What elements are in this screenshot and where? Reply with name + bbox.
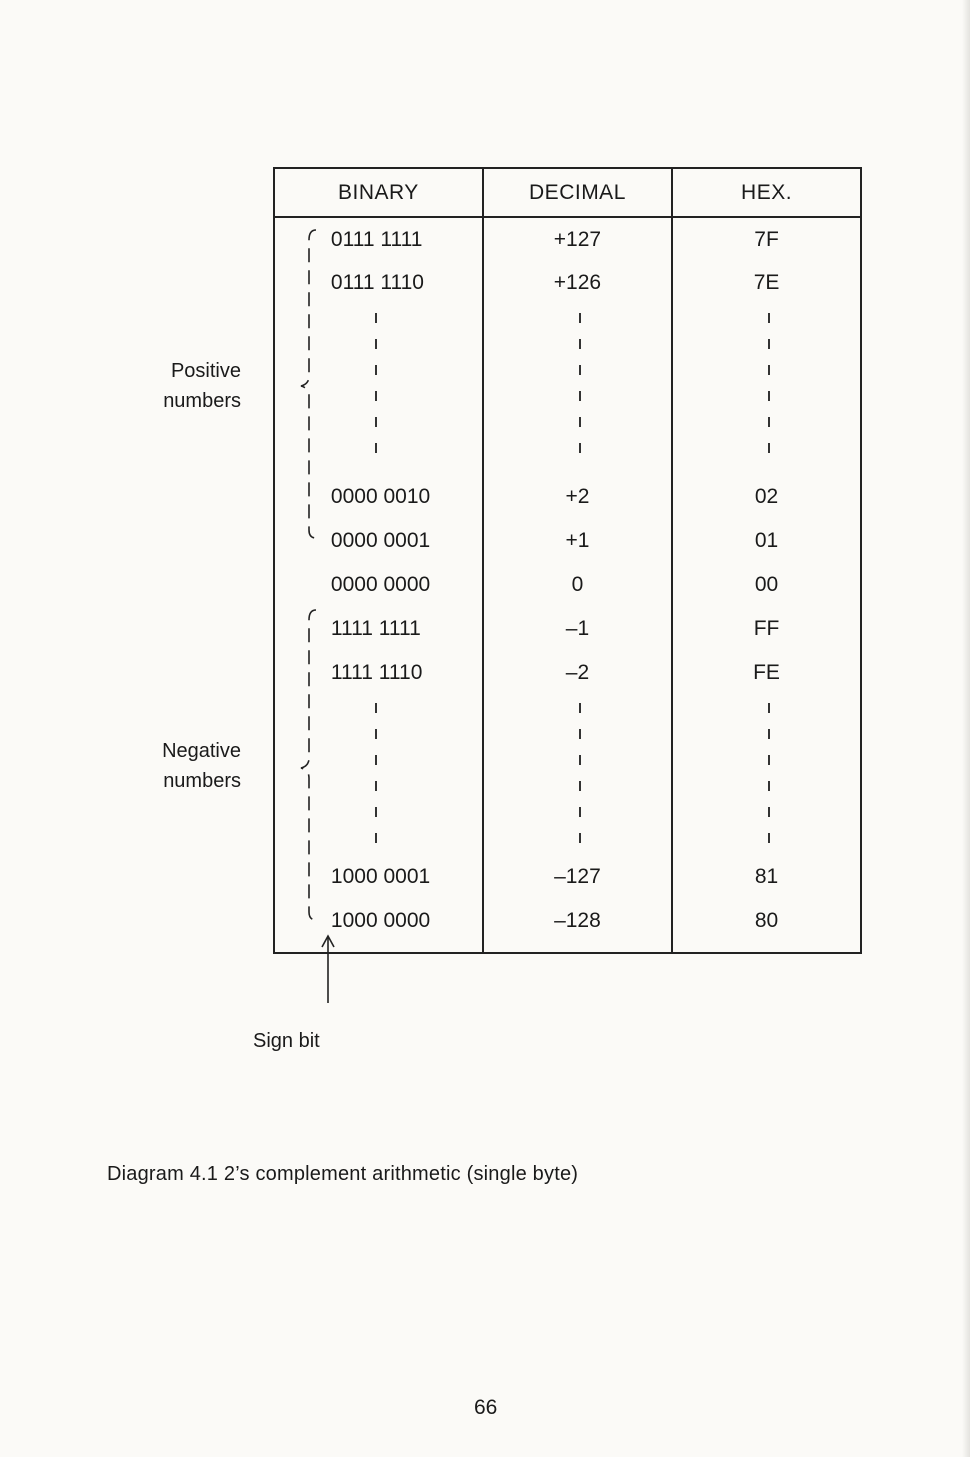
hex-cell: 00 <box>672 563 861 607</box>
diagram-caption: Diagram 4.1 2’s complement arithmetic (single byte) <box>107 1163 579 1185</box>
binary-cell: 1000 0001 <box>330 865 431 888</box>
hex-cell: FF <box>672 607 861 651</box>
hex-cell: 01 <box>672 519 861 563</box>
binary-cell: 0111 1110 <box>330 271 424 294</box>
ellipsis-row <box>274 695 861 855</box>
binary-cell: 0111 1111 <box>330 227 423 251</box>
decimal-cell: +126 <box>483 261 672 305</box>
hex-cell: 02 <box>672 475 861 519</box>
decimal-cell: +1 <box>483 519 672 563</box>
binary-cell: 1111 1111 <box>330 617 421 640</box>
ellipsis-row <box>274 305 861 475</box>
continuation-dash <box>768 703 770 847</box>
hex-cell: 80 <box>672 899 861 943</box>
binary-cell: 0000 0001 <box>330 529 431 552</box>
decimal-cell: +2 <box>483 475 672 519</box>
decimal-cell: –2 <box>483 651 672 695</box>
binary-cell: 1111 1110 <box>330 661 423 684</box>
continuation-dash <box>768 313 770 467</box>
decimal-cell: +127 <box>483 217 672 261</box>
sign-bit-label: Sign bit <box>253 1030 320 1052</box>
binary-cell: 0000 0000 <box>330 573 431 596</box>
table-row <box>274 475 861 519</box>
decimal-cell: 0 <box>483 563 672 607</box>
continuation-dash <box>375 313 377 467</box>
positive-numbers-label: Positive numbers <box>163 360 241 412</box>
hex-cell: 7F <box>672 217 861 261</box>
twos-complement-table <box>273 167 862 954</box>
decimal-cell: –127 <box>483 855 672 899</box>
table-row <box>274 651 861 695</box>
header-binary: BINARY <box>274 168 483 217</box>
page-number: 66 <box>474 1396 498 1419</box>
page-edge-shadow <box>962 0 970 1457</box>
hex-cell: 81 <box>672 855 861 899</box>
table-row <box>274 607 861 651</box>
decimal-cell: –128 <box>483 899 672 943</box>
table-row <box>274 899 861 943</box>
negative-numbers-label: Negative numbers <box>162 740 241 792</box>
header-row <box>274 168 861 217</box>
continuation-dash <box>579 313 581 467</box>
table-row <box>274 217 861 261</box>
hex-cell: 7E <box>672 261 861 305</box>
table-row <box>274 261 861 305</box>
binary-cell: 1000 0000 <box>330 909 431 932</box>
table-row <box>274 519 861 563</box>
header-decimal: DECIMAL <box>483 168 672 217</box>
up-arrow-icon <box>319 933 339 1005</box>
table-row <box>274 855 861 899</box>
hex-cell: FE <box>672 651 861 695</box>
binary-cell: 0000 0010 <box>330 485 431 508</box>
decimal-cell: –1 <box>483 607 672 651</box>
negative-brace-icon <box>296 606 320 926</box>
table-row <box>274 563 861 607</box>
continuation-dash <box>375 703 377 847</box>
continuation-dash <box>579 703 581 847</box>
header-hex: HEX. <box>672 168 861 217</box>
positive-brace-icon <box>296 226 320 542</box>
